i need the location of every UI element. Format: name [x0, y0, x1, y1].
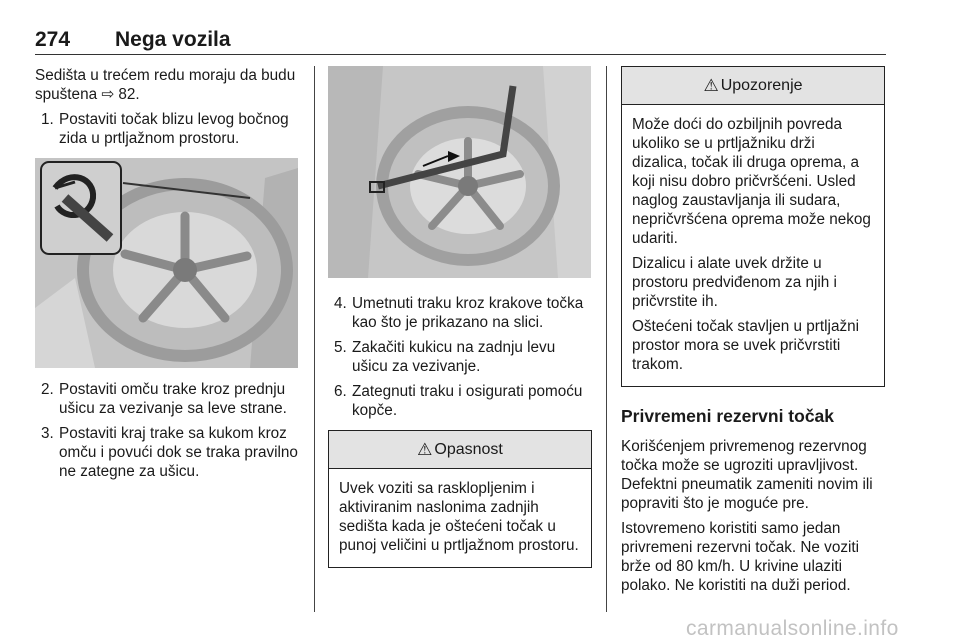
column-3 [621, 66, 887, 601]
list-text: Postaviti kraj trake sa kukom kroz omču i povući dok se traka pravilno ne zategne za ušicu. [59, 425, 298, 480]
list-text: Postaviti omču trake kroz prednju ušicu za vezivanje sa leve strane. [59, 381, 287, 417]
list-item [328, 294, 592, 332]
warning-triangle-icon: ⚠ [703, 76, 719, 95]
list-text: Postaviti točak blizu levog bočnog zida u prtljažnom prostoru. [59, 111, 289, 147]
section-heading: Privremeni rezervni točak [621, 406, 835, 426]
list-text: Zakačiti kukicu na zadnju levu ušicu za vezivanje. [352, 339, 556, 375]
danger-box-header [329, 431, 591, 469]
page-header [35, 28, 885, 54]
list-item [35, 110, 301, 148]
body-paragraph: Istovremeno koristiti samo jedan privremeni rezervni točak. Ne voziti brže od 80 km/h. U krivine ulaziti polako. Ne koristiti na duži period. [621, 520, 860, 594]
warning-box [621, 66, 885, 387]
list-item [35, 424, 301, 481]
page-title: Nega vozila [115, 28, 231, 51]
column-divider-2 [606, 66, 607, 612]
list-item [328, 382, 592, 420]
warning-box-header [622, 67, 884, 105]
warning-box-title: Upozorenje [720, 77, 803, 94]
list-number: 3. [41, 425, 54, 442]
warning-paragraph: Dizalicu i alate uvek držite u prostoru predviđenom za njih i pričvrstite ih. [632, 255, 837, 310]
spare-wheel-left-wall-figure [35, 158, 298, 368]
spare-wheel-strap-figure [328, 66, 591, 278]
list-number: 2. [41, 381, 54, 398]
header-rule [35, 54, 886, 55]
danger-text: Uvek voziti sa rasklopljenim i aktiviranim naslonima zadnjih sedišta kada je oštećeni točak u punoj veličini u prtljažnom prostoru. [339, 480, 579, 554]
danger-box [328, 430, 592, 568]
danger-box-title: Opasnost [434, 441, 503, 458]
list-number: 6. [334, 383, 347, 400]
danger-box-body [329, 469, 591, 567]
list-text: Zategnuti traku i osigurati pomoću kopče. [352, 383, 583, 419]
list-number: 5. [334, 339, 347, 356]
warning-triangle-icon: ⚠ [417, 440, 433, 459]
warning-box-body [622, 105, 884, 386]
warning-paragraph: Oštećeni točak stavljen u prtljažni prostor mora se uvek pričvrstiti trakom. [632, 318, 860, 373]
page-number: 274 [35, 28, 71, 51]
list-number: 4. [334, 295, 347, 312]
list-item [328, 338, 592, 376]
wheel-illustration-1 [35, 158, 298, 368]
column-1 [35, 66, 301, 487]
warning-paragraph: Može doći do ozbiljnih povreda ukoliko se u prtljažniku drži dizalica, točak ili druga oprema, a koji nisu dobro pričvršćeni. Usled naglog zaustavljanja ili sudara, nepričvršćena oprema može nekog udariti. [632, 116, 871, 247]
watermark: carmanualsonline.info [686, 617, 899, 640]
wheel-illustration-2 [328, 66, 591, 278]
column-divider-1 [314, 66, 315, 612]
list-text: Umetnuti traku kroz krakove točka kao što je prikazano na slici. [352, 295, 584, 331]
body-paragraph: Korišćenjem privremenog rezervnog točka može se ugroziti upravljivost. Defektni pneumatik zameniti novim ili popraviti što je moguće pre. [621, 438, 873, 512]
list-item [35, 380, 301, 418]
column-2 [328, 66, 592, 568]
intro-text: Sedišta u trećem redu moraju da budu spuštena ⇨ 82. [35, 67, 296, 103]
list-number: 1. [41, 111, 54, 128]
